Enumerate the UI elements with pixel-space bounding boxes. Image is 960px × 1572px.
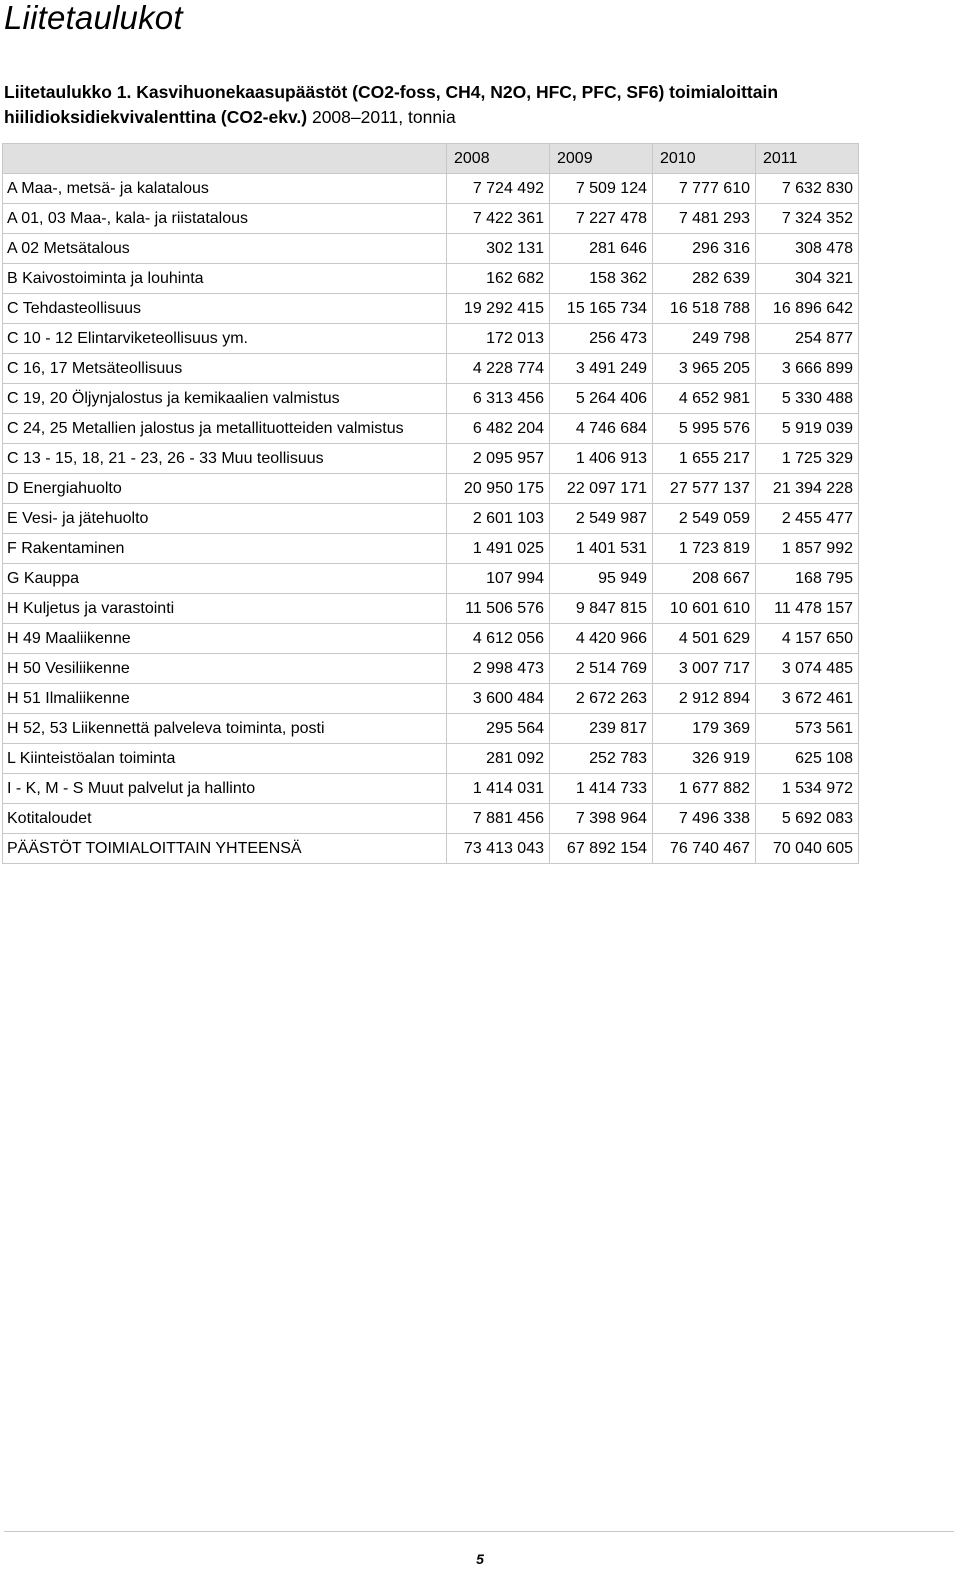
cell-2009: 7 398 964 [550,804,653,834]
cell-2009: 95 949 [550,564,653,594]
row-label: E Vesi- ja jätehuolto [3,504,447,534]
row-label: C 16, 17 Metsäteollisuus [3,354,447,384]
cell-2009: 4 420 966 [550,624,653,654]
table-row [3,534,859,564]
table-row [3,324,859,354]
table-body [3,174,859,864]
cell-2010: 282 639 [653,264,756,294]
cell-2009: 67 892 154 [550,834,653,864]
row-label: I - K, M - S Muut palvelut ja hallinto [3,774,447,804]
row-label: C 19, 20 Öljynjalostus ja kemikaalien valmistus [3,384,447,414]
table-row [3,624,859,654]
cell-2010: 16 518 788 [653,294,756,324]
cell-2011: 168 795 [756,564,859,594]
cell-2010: 27 577 137 [653,474,756,504]
table-row [3,564,859,594]
column-header-2010: 2010 [653,144,756,174]
cell-2009: 281 646 [550,234,653,264]
table-row [3,744,859,774]
cell-2010: 10 601 610 [653,594,756,624]
row-label: Kotitaloudet [3,804,447,834]
page-number: 5 [476,1551,484,1567]
emissions-table [2,143,859,864]
row-label: B Kaivostoiminta ja louhinta [3,264,447,294]
table-row [3,774,859,804]
cell-2009: 3 491 249 [550,354,653,384]
row-label: F Rakentaminen [3,534,447,564]
table-header-row [3,144,859,174]
cell-2010: 7 496 338 [653,804,756,834]
cell-2010: 1 723 819 [653,534,756,564]
cell-2009: 7 509 124 [550,174,653,204]
cell-2008: 3 600 484 [447,684,550,714]
table-row [3,384,859,414]
table-row [3,414,859,444]
cell-2010: 1 655 217 [653,444,756,474]
cell-2008: 19 292 415 [447,294,550,324]
footer-divider [4,1531,954,1532]
cell-2011: 5 692 083 [756,804,859,834]
cell-2010: 4 501 629 [653,624,756,654]
cell-2008: 20 950 175 [447,474,550,504]
cell-2010: 4 652 981 [653,384,756,414]
cell-2008: 6 482 204 [447,414,550,444]
cell-2010: 3 965 205 [653,354,756,384]
table-caption-title: Liitetaulukko 1. Kasvihuonekaasupäästöt (CO2-foss, CH4, N2O, HFC, PFC, SF6) toimialoittain hiilidioksidiekvivalenttina (CO2-ekv.) [4,82,779,127]
cell-2009: 1 401 531 [550,534,653,564]
cell-2009: 2 672 263 [550,684,653,714]
cell-2009: 4 746 684 [550,414,653,444]
table-row [3,264,859,294]
cell-2009: 252 783 [550,744,653,774]
cell-2010: 1 677 882 [653,774,756,804]
table-row [3,504,859,534]
cell-2011: 70 040 605 [756,834,859,864]
table-row [3,684,859,714]
table-row [3,444,859,474]
cell-2009: 256 473 [550,324,653,354]
cell-2010: 3 007 717 [653,654,756,684]
cell-2010: 296 316 [653,234,756,264]
table-row [3,594,859,624]
cell-2011: 254 877 [756,324,859,354]
row-label: A Maa-, metsä- ja kalatalous [3,174,447,204]
cell-2008: 107 994 [447,564,550,594]
cell-2008: 302 131 [447,234,550,264]
table-row [3,834,859,864]
row-label: H 49 Maaliikenne [3,624,447,654]
column-header-2008: 2008 [447,144,550,174]
row-label: A 02 Metsätalous [3,234,447,264]
table-caption-unit: 2008–2011, tonnia [307,107,456,127]
cell-2011: 1 534 972 [756,774,859,804]
cell-2008: 1 414 031 [447,774,550,804]
cell-2011: 7 632 830 [756,174,859,204]
cell-2010: 7 481 293 [653,204,756,234]
cell-2011: 1 857 992 [756,534,859,564]
cell-2011: 11 478 157 [756,594,859,624]
table-row [3,354,859,384]
cell-2011: 5 919 039 [756,414,859,444]
row-label: A 01, 03 Maa-, kala- ja riistatalous [3,204,447,234]
cell-2011: 7 324 352 [756,204,859,234]
cell-2011: 308 478 [756,234,859,264]
table-row [3,474,859,504]
cell-2010: 249 798 [653,324,756,354]
table-row [3,204,859,234]
cell-2009: 15 165 734 [550,294,653,324]
table-row [3,804,859,834]
cell-2011: 573 561 [756,714,859,744]
row-label: D Energiahuolto [3,474,447,504]
row-label: C 10 - 12 Elintarviketeollisuus ym. [3,324,447,354]
cell-2011: 625 108 [756,744,859,774]
cell-2008: 7 422 361 [447,204,550,234]
cell-2009: 158 362 [550,264,653,294]
column-header-label [3,144,447,174]
table-row [3,174,859,204]
cell-2008: 2 998 473 [447,654,550,684]
row-label: G Kauppa [3,564,447,594]
cell-2009: 22 097 171 [550,474,653,504]
table-row [3,234,859,264]
row-label: H 51 Ilmaliikenne [3,684,447,714]
cell-2008: 7 724 492 [447,174,550,204]
cell-2009: 2 514 769 [550,654,653,684]
page-heading: Liitetaulukot [4,0,183,36]
cell-2011: 2 455 477 [756,504,859,534]
cell-2008: 73 413 043 [447,834,550,864]
cell-2010: 326 919 [653,744,756,774]
cell-2011: 1 725 329 [756,444,859,474]
cell-2008: 172 013 [447,324,550,354]
cell-2008: 6 313 456 [447,384,550,414]
row-label: C 13 - 15, 18, 21 - 23, 26 - 33 Muu teollisuus [3,444,447,474]
cell-2009: 2 549 987 [550,504,653,534]
cell-2009: 1 414 733 [550,774,653,804]
cell-2008: 2 601 103 [447,504,550,534]
cell-2008: 295 564 [447,714,550,744]
cell-2010: 2 912 894 [653,684,756,714]
table-caption [4,80,944,130]
cell-2008: 281 092 [447,744,550,774]
cell-2010: 2 549 059 [653,504,756,534]
cell-2008: 2 095 957 [447,444,550,474]
cell-2008: 4 228 774 [447,354,550,384]
row-label: PÄÄSTÖT TOIMIALOITTAIN YHTEENSÄ [3,834,447,864]
row-label: H 50 Vesiliikenne [3,654,447,684]
cell-2010: 76 740 467 [653,834,756,864]
cell-2010: 5 995 576 [653,414,756,444]
cell-2010: 208 667 [653,564,756,594]
cell-2009: 5 264 406 [550,384,653,414]
table-row [3,714,859,744]
cell-2009: 7 227 478 [550,204,653,234]
cell-2011: 4 157 650 [756,624,859,654]
cell-2009: 239 817 [550,714,653,744]
cell-2008: 4 612 056 [447,624,550,654]
column-header-2011: 2011 [756,144,859,174]
table-row [3,654,859,684]
cell-2011: 3 672 461 [756,684,859,714]
cell-2008: 1 491 025 [447,534,550,564]
cell-2009: 9 847 815 [550,594,653,624]
row-label: C Tehdasteollisuus [3,294,447,324]
row-label: C 24, 25 Metallien jalostus ja metallituotteiden valmistus [3,414,447,444]
cell-2011: 16 896 642 [756,294,859,324]
cell-2010: 179 369 [653,714,756,744]
cell-2008: 11 506 576 [447,594,550,624]
cell-2011: 304 321 [756,264,859,294]
cell-2011: 5 330 488 [756,384,859,414]
cell-2010: 7 777 610 [653,174,756,204]
cell-2011: 3 666 899 [756,354,859,384]
row-label: L Kiinteistöalan toiminta [3,744,447,774]
row-label: H 52, 53 Liikennettä palveleva toiminta, posti [3,714,447,744]
cell-2008: 162 682 [447,264,550,294]
cell-2008: 7 881 456 [447,804,550,834]
cell-2011: 3 074 485 [756,654,859,684]
cell-2009: 1 406 913 [550,444,653,474]
row-label: H Kuljetus ja varastointi [3,594,447,624]
table-row [3,294,859,324]
cell-2011: 21 394 228 [756,474,859,504]
column-header-2009: 2009 [550,144,653,174]
